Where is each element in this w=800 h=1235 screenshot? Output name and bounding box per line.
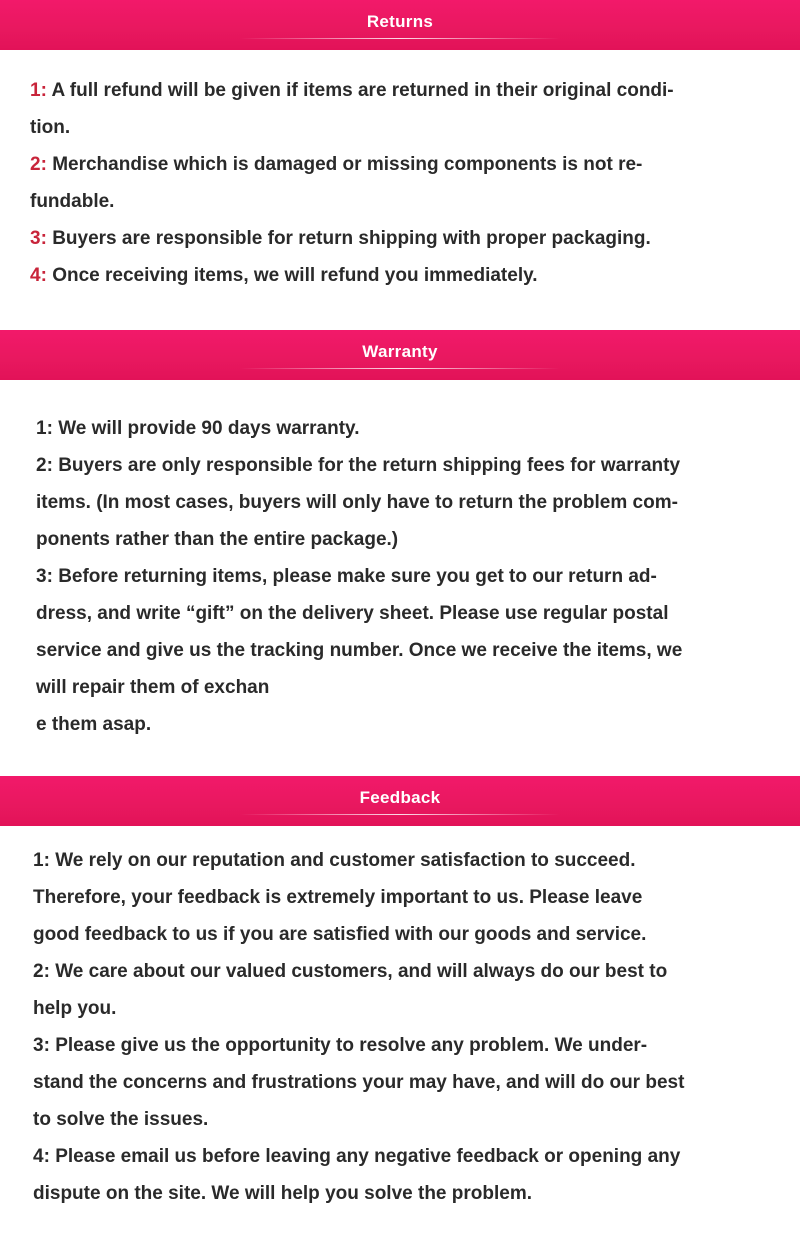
item-text: good feedback to us if you are satisfied with our goods and service. bbox=[33, 924, 647, 945]
returns-item-1 bbox=[30, 72, 674, 146]
item-text: e them asap. bbox=[36, 714, 152, 735]
item-number: 2: bbox=[36, 455, 53, 476]
item-number: 4: bbox=[33, 1146, 50, 1167]
item-text: We care about our valued customers, and will always do our best to bbox=[55, 961, 668, 982]
feedback-heading: Feedback bbox=[359, 788, 441, 807]
item-text: items. (In most cases, buyers will only have to return the problem com- bbox=[36, 492, 678, 513]
item-number: 2: bbox=[33, 961, 50, 982]
item-text: fundable. bbox=[30, 191, 115, 212]
item-number: 3: bbox=[30, 228, 47, 249]
warranty-item-3 bbox=[36, 558, 682, 743]
item-text: We will provide 90 days warranty. bbox=[58, 418, 360, 439]
returns-item-3 bbox=[30, 220, 651, 257]
feedback-item-2 bbox=[33, 953, 667, 1027]
header-divider bbox=[240, 368, 560, 369]
item-number: 4: bbox=[30, 265, 47, 286]
feedback-item-4 bbox=[33, 1138, 680, 1212]
warranty-header-band bbox=[0, 330, 800, 380]
item-text: tion. bbox=[30, 117, 71, 138]
item-text: help you. bbox=[33, 998, 117, 1019]
item-text: Once receiving items, we will refund you immediately. bbox=[52, 265, 538, 286]
item-text: Therefore, your feedback is extremely important to us. Please leave bbox=[33, 887, 643, 908]
feedback-item-1 bbox=[33, 842, 646, 953]
returns-item-2 bbox=[30, 146, 642, 220]
item-number: 1: bbox=[33, 850, 50, 871]
item-text: dispute on the site. We will help you solve the problem. bbox=[33, 1183, 533, 1204]
returns-item-4 bbox=[30, 257, 538, 294]
item-number: 1: bbox=[36, 418, 53, 439]
warranty-heading: Warranty bbox=[362, 342, 438, 361]
item-text: Buyers are only responsible for the return shipping fees for warranty bbox=[58, 455, 681, 476]
item-number: 2: bbox=[30, 154, 47, 175]
item-text: Please give us the opportunity to resolve any problem. We under- bbox=[55, 1035, 648, 1056]
feedback-header-band bbox=[0, 776, 800, 826]
item-number: 1: bbox=[30, 80, 47, 101]
item-text: Buyers are responsible for return shipping with proper packaging. bbox=[52, 228, 651, 249]
returns-heading: Returns bbox=[366, 12, 434, 31]
item-text: stand the concerns and frustrations your may have, and will do our best bbox=[33, 1072, 685, 1093]
item-text: Merchandise which is damaged or missing components is not re- bbox=[52, 154, 643, 175]
item-text: Please email us before leaving any negative feedback or opening any bbox=[55, 1146, 681, 1167]
warranty-item-2 bbox=[36, 447, 680, 558]
item-text: A full refund will be given if items are returned in their original condi- bbox=[51, 80, 674, 101]
returns-header-band bbox=[0, 0, 800, 50]
item-text: to solve the issues. bbox=[33, 1109, 209, 1130]
header-divider bbox=[240, 814, 560, 815]
item-text: ponents rather than the entire package.) bbox=[36, 529, 399, 550]
item-text: Before returning items, please make sure you get to our return ad- bbox=[58, 566, 657, 587]
header-divider bbox=[240, 38, 560, 39]
feedback-item-3 bbox=[33, 1027, 684, 1138]
item-text: service and give us the tracking number. Once we receive the items, we bbox=[36, 640, 683, 661]
item-number: 3: bbox=[36, 566, 53, 587]
item-text: We rely on our reputation and customer satisfaction to succeed. bbox=[55, 850, 636, 871]
item-text: will repair them of exchan bbox=[36, 677, 270, 698]
item-number: 3: bbox=[33, 1035, 50, 1056]
item-text: dress, and write “gift” on the delivery sheet. Please use regular postal bbox=[36, 603, 669, 624]
warranty-item-1 bbox=[36, 410, 360, 447]
